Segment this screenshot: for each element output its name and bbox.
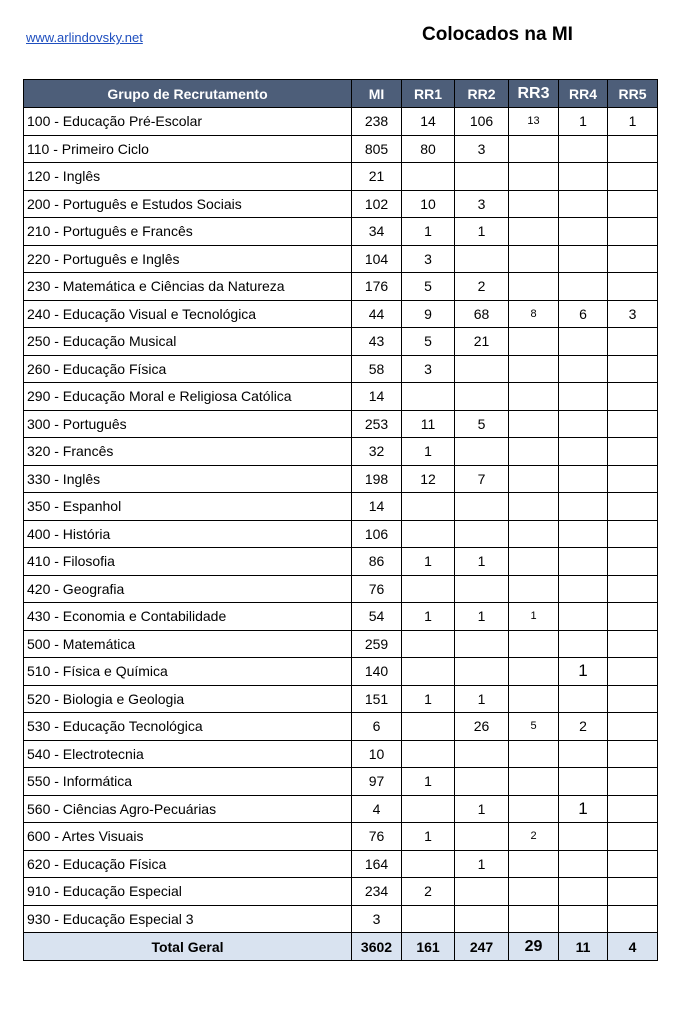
total-rr5: 4: [608, 933, 658, 961]
cell-rr2: [455, 575, 509, 603]
cell-rr3: [509, 685, 559, 713]
cell-rr2: [455, 630, 509, 658]
cell-rr2: 5: [455, 410, 509, 438]
cell-mi: 140: [352, 658, 402, 686]
cell-rr3: [509, 630, 559, 658]
cell-rr4: [559, 355, 608, 383]
table-row: [24, 163, 658, 191]
cell-rr1: 12: [402, 465, 455, 493]
cell-rr1: 1: [402, 768, 455, 796]
cell-rr4: [559, 190, 608, 218]
cell-rr1: 1: [402, 685, 455, 713]
table-row: [24, 658, 658, 686]
cell-rr5: [608, 850, 658, 878]
cell-group: 330 - Inglês: [24, 465, 352, 493]
cell-rr4: [559, 328, 608, 356]
cell-group: 500 - Matemática: [24, 630, 352, 658]
cell-rr5: [608, 328, 658, 356]
cell-rr3: [509, 163, 559, 191]
cell-rr1: [402, 630, 455, 658]
cell-rr5: [608, 410, 658, 438]
column-header-group: Grupo de Recrutamento: [24, 80, 352, 108]
cell-group: 930 - Educação Especial 3: [24, 905, 352, 933]
cell-group: 220 - Português e Inglês: [24, 245, 352, 273]
cell-rr5: 1: [608, 108, 658, 136]
cell-rr2: [455, 740, 509, 768]
column-header-rr5: RR5: [608, 80, 658, 108]
cell-rr4: 1: [559, 108, 608, 136]
cell-rr3: 13: [509, 108, 559, 136]
cell-rr1: 14: [402, 108, 455, 136]
cell-rr3: [509, 383, 559, 411]
total-rr2: 247: [455, 933, 509, 961]
cell-rr5: [608, 603, 658, 631]
table-row: [24, 905, 658, 933]
cell-mi: 164: [352, 850, 402, 878]
cell-rr3: 1: [509, 603, 559, 631]
cell-rr4: [559, 218, 608, 246]
cell-rr2: 106: [455, 108, 509, 136]
cell-rr1: 5: [402, 328, 455, 356]
cell-rr4: [559, 273, 608, 301]
cell-rr1: [402, 905, 455, 933]
cell-group: 410 - Filosofia: [24, 548, 352, 576]
cell-rr4: [559, 493, 608, 521]
cell-group: 560 - Ciências Agro-Pecuárias: [24, 795, 352, 823]
table-row: [24, 850, 658, 878]
cell-group: 600 - Artes Visuais: [24, 823, 352, 851]
table-row: [24, 245, 658, 273]
cell-group: 230 - Matemática e Ciências da Natureza: [24, 273, 352, 301]
cell-rr1: [402, 163, 455, 191]
cell-rr3: [509, 878, 559, 906]
cell-mi: 805: [352, 135, 402, 163]
cell-rr3: [509, 575, 559, 603]
page-title: Colocados na MI: [422, 24, 573, 45]
cell-rr4: [559, 768, 608, 796]
cell-rr5: [608, 575, 658, 603]
cell-rr1: 11: [402, 410, 455, 438]
cell-rr5: [608, 245, 658, 273]
cell-rr5: [608, 905, 658, 933]
cell-rr5: [608, 795, 658, 823]
cell-mi: 6: [352, 713, 402, 741]
cell-rr3: [509, 190, 559, 218]
cell-group: 530 - Educação Tecnológica: [24, 713, 352, 741]
table-row: [24, 108, 658, 136]
cell-rr4: [559, 630, 608, 658]
cell-rr1: 3: [402, 245, 455, 273]
cell-rr3: 5: [509, 713, 559, 741]
cell-mi: 76: [352, 823, 402, 851]
cell-group: 210 - Português e Francês: [24, 218, 352, 246]
cell-rr2: 68: [455, 300, 509, 328]
cell-rr3: [509, 740, 559, 768]
cell-rr2: [455, 493, 509, 521]
table-row: [24, 493, 658, 521]
cell-rr2: 3: [455, 190, 509, 218]
total-rr4: 11: [559, 933, 608, 961]
cell-rr1: [402, 493, 455, 521]
cell-group: 430 - Economia e Contabilidade: [24, 603, 352, 631]
cell-rr1: 2: [402, 878, 455, 906]
cell-mi: 44: [352, 300, 402, 328]
table-header-row: [24, 80, 658, 108]
column-header-mi: MI: [352, 80, 402, 108]
cell-rr3: [509, 410, 559, 438]
cell-rr4: [559, 520, 608, 548]
cell-rr1: 1: [402, 603, 455, 631]
cell-rr2: [455, 520, 509, 548]
cell-mi: 14: [352, 493, 402, 521]
cell-group: 300 - Português: [24, 410, 352, 438]
cell-rr5: [608, 685, 658, 713]
cell-mi: 106: [352, 520, 402, 548]
cell-rr3: [509, 465, 559, 493]
cell-rr2: [455, 658, 509, 686]
cell-rr5: [608, 163, 658, 191]
cell-mi: 102: [352, 190, 402, 218]
table-row: [24, 548, 658, 576]
cell-rr5: [608, 713, 658, 741]
table-row: [24, 740, 658, 768]
cell-mi: 198: [352, 465, 402, 493]
cell-rr4: [559, 603, 608, 631]
cell-group: 110 - Primeiro Ciclo: [24, 135, 352, 163]
cell-mi: 234: [352, 878, 402, 906]
cell-rr1: [402, 713, 455, 741]
cell-rr5: [608, 438, 658, 466]
table-row: [24, 520, 658, 548]
table-row: [24, 685, 658, 713]
total-rr3: 29: [509, 933, 559, 961]
cell-group: 200 - Português e Estudos Sociais: [24, 190, 352, 218]
table-row: [24, 438, 658, 466]
table-row: [24, 328, 658, 356]
cell-rr2: 26: [455, 713, 509, 741]
cell-rr3: [509, 520, 559, 548]
cell-rr4: [559, 410, 608, 438]
cell-rr5: [608, 355, 658, 383]
cell-rr2: 1: [455, 685, 509, 713]
cell-mi: 104: [352, 245, 402, 273]
cell-group: 540 - Electrotecnia: [24, 740, 352, 768]
cell-rr1: [402, 658, 455, 686]
cell-rr4: [559, 548, 608, 576]
cell-group: 510 - Física e Química: [24, 658, 352, 686]
cell-rr4: 6: [559, 300, 608, 328]
table-row: [24, 300, 658, 328]
cell-rr5: [608, 273, 658, 301]
cell-rr1: 5: [402, 273, 455, 301]
cell-rr4: [559, 850, 608, 878]
cell-rr5: [608, 740, 658, 768]
cell-rr5: [608, 548, 658, 576]
cell-rr5: [608, 878, 658, 906]
table-row: [24, 630, 658, 658]
cell-rr2: 1: [455, 603, 509, 631]
cell-mi: 253: [352, 410, 402, 438]
table-row: [24, 135, 658, 163]
table-row: [24, 878, 658, 906]
cell-rr2: [455, 823, 509, 851]
cell-rr4: [559, 878, 608, 906]
table-row: [24, 383, 658, 411]
cell-rr5: [608, 190, 658, 218]
cell-rr2: 21: [455, 328, 509, 356]
column-header-rr4: RR4: [559, 80, 608, 108]
table-row: [24, 795, 658, 823]
cell-rr2: 1: [455, 548, 509, 576]
cell-group: 120 - Inglês: [24, 163, 352, 191]
cell-rr2: [455, 438, 509, 466]
column-header-rr1: RR1: [402, 80, 455, 108]
cell-mi: 58: [352, 355, 402, 383]
cell-mi: 76: [352, 575, 402, 603]
cell-rr5: [608, 493, 658, 521]
cell-group: 240 - Educação Visual e Tecnológica: [24, 300, 352, 328]
site-link[interactable]: www.arlindovsky.net: [26, 30, 143, 45]
table-row: [24, 273, 658, 301]
cell-mi: 176: [352, 273, 402, 301]
cell-rr1: 10: [402, 190, 455, 218]
cell-rr4: [559, 245, 608, 273]
cell-rr5: [608, 135, 658, 163]
cell-rr1: [402, 795, 455, 823]
cell-rr4: [559, 740, 608, 768]
cell-rr5: [608, 768, 658, 796]
total-rr1: 161: [402, 933, 455, 961]
table-row: [24, 218, 658, 246]
cell-rr2: [455, 768, 509, 796]
cell-rr2: [455, 383, 509, 411]
cell-rr1: 1: [402, 218, 455, 246]
cell-rr1: 1: [402, 438, 455, 466]
cell-rr5: [608, 630, 658, 658]
cell-rr1: [402, 850, 455, 878]
cell-rr4: [559, 135, 608, 163]
cell-rr4: 2: [559, 713, 608, 741]
table-row: [24, 575, 658, 603]
cell-mi: 34: [352, 218, 402, 246]
cell-rr5: 3: [608, 300, 658, 328]
cell-rr5: [608, 823, 658, 851]
total-label: Total Geral: [24, 933, 352, 961]
cell-rr2: 3: [455, 135, 509, 163]
cell-rr4: [559, 163, 608, 191]
cell-rr2: 7: [455, 465, 509, 493]
cell-rr3: [509, 328, 559, 356]
cell-rr5: [608, 465, 658, 493]
cell-rr1: 1: [402, 823, 455, 851]
cell-group: 350 - Espanhol: [24, 493, 352, 521]
table-row: [24, 603, 658, 631]
cell-rr1: [402, 740, 455, 768]
cell-rr3: [509, 548, 559, 576]
cell-rr2: [455, 905, 509, 933]
cell-rr4: [559, 905, 608, 933]
cell-rr4: [559, 823, 608, 851]
cell-rr3: [509, 493, 559, 521]
cell-mi: 3: [352, 905, 402, 933]
cell-rr2: 1: [455, 850, 509, 878]
cell-group: 520 - Biologia e Geologia: [24, 685, 352, 713]
cell-group: 100 - Educação Pré-Escolar: [24, 108, 352, 136]
cell-group: 400 - História: [24, 520, 352, 548]
cell-group: 290 - Educação Moral e Religiosa Católica: [24, 383, 352, 411]
cell-rr3: [509, 355, 559, 383]
cell-rr5: [608, 658, 658, 686]
cell-group: 550 - Informática: [24, 768, 352, 796]
cell-mi: 21: [352, 163, 402, 191]
cell-rr3: [509, 135, 559, 163]
cell-rr2: 2: [455, 273, 509, 301]
cell-rr5: [608, 520, 658, 548]
cell-mi: 43: [352, 328, 402, 356]
table-row: [24, 713, 658, 741]
cell-rr2: 1: [455, 218, 509, 246]
table-row: [24, 190, 658, 218]
cell-rr4: [559, 465, 608, 493]
cell-rr2: [455, 245, 509, 273]
cell-rr3: [509, 768, 559, 796]
cell-mi: 238: [352, 108, 402, 136]
cell-rr1: [402, 575, 455, 603]
cell-rr1: [402, 520, 455, 548]
cell-rr3: [509, 795, 559, 823]
cell-rr1: 80: [402, 135, 455, 163]
cell-rr2: 1: [455, 795, 509, 823]
column-header-rr2: RR2: [455, 80, 509, 108]
placements-table: [23, 79, 658, 961]
cell-rr2: [455, 163, 509, 191]
table-row: [24, 465, 658, 493]
table-row: [24, 355, 658, 383]
total-row: [24, 933, 658, 961]
cell-mi: 4: [352, 795, 402, 823]
cell-rr4: 1: [559, 795, 608, 823]
table-row: [24, 768, 658, 796]
cell-rr3: 2: [509, 823, 559, 851]
cell-rr3: [509, 658, 559, 686]
cell-rr4: [559, 383, 608, 411]
cell-group: 420 - Geografia: [24, 575, 352, 603]
cell-mi: 14: [352, 383, 402, 411]
cell-rr1: 1: [402, 548, 455, 576]
table-row: [24, 823, 658, 851]
cell-rr4: [559, 685, 608, 713]
cell-mi: 97: [352, 768, 402, 796]
table-row: [24, 410, 658, 438]
cell-group: 260 - Educação Física: [24, 355, 352, 383]
cell-rr5: [608, 383, 658, 411]
cell-mi: 259: [352, 630, 402, 658]
cell-rr3: [509, 245, 559, 273]
cell-group: 910 - Educação Especial: [24, 878, 352, 906]
cell-rr3: [509, 438, 559, 466]
cell-mi: 151: [352, 685, 402, 713]
cell-rr1: 9: [402, 300, 455, 328]
cell-rr3: [509, 218, 559, 246]
total-mi: 3602: [352, 933, 402, 961]
cell-group: 320 - Francês: [24, 438, 352, 466]
cell-group: 620 - Educação Física: [24, 850, 352, 878]
cell-mi: 54: [352, 603, 402, 631]
cell-rr4: 1: [559, 658, 608, 686]
cell-rr1: [402, 383, 455, 411]
cell-rr4: [559, 438, 608, 466]
cell-mi: 10: [352, 740, 402, 768]
cell-rr5: [608, 218, 658, 246]
cell-rr1: 3: [402, 355, 455, 383]
cell-rr3: 8: [509, 300, 559, 328]
cell-mi: 86: [352, 548, 402, 576]
cell-rr3: [509, 850, 559, 878]
cell-rr2: [455, 355, 509, 383]
cell-rr2: [455, 878, 509, 906]
cell-mi: 32: [352, 438, 402, 466]
cell-rr4: [559, 575, 608, 603]
cell-group: 250 - Educação Musical: [24, 328, 352, 356]
cell-rr3: [509, 273, 559, 301]
column-header-rr3: RR3: [509, 80, 559, 108]
cell-rr3: [509, 905, 559, 933]
